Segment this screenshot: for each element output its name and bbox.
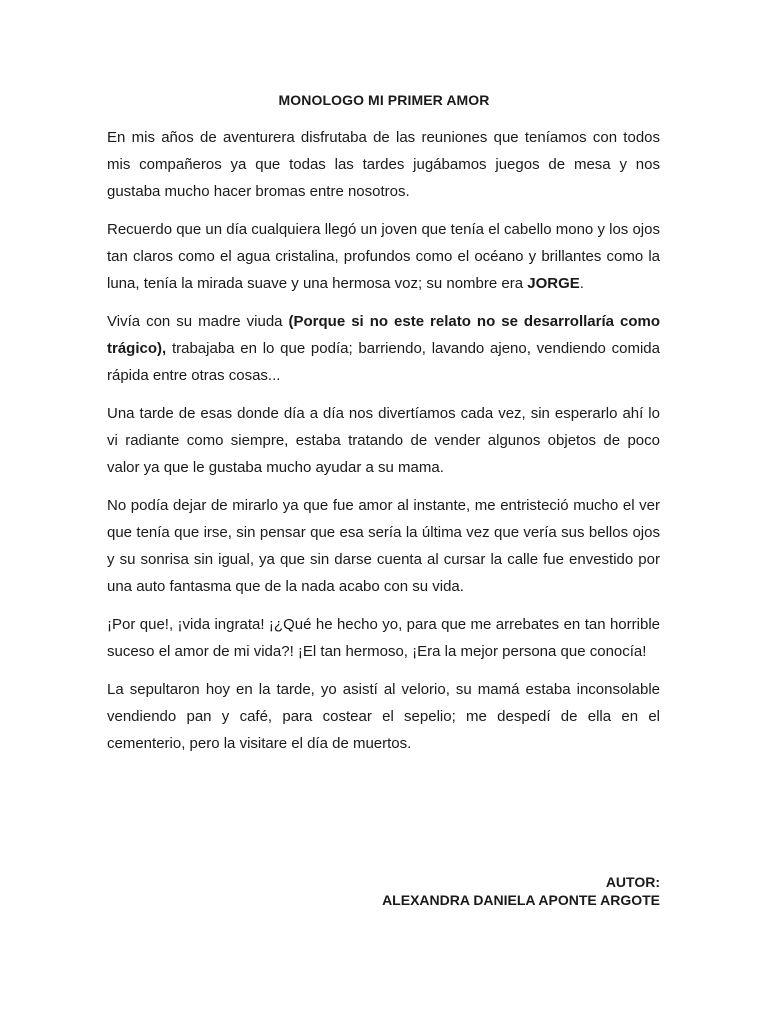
paragraph-bold-aside: (Porque si no este relato no se desarrollaría como trágico), bbox=[107, 313, 660, 357]
paragraph-4 bbox=[107, 400, 660, 481]
paragraph-3 bbox=[107, 308, 660, 389]
paragraph-text: En mis años de aventurera disfrutaba de las reuniones que teníamos con todos mis compañeros ya que todas las tardes jugábamos juegos de mesa y nos gustaba mucho hacer bromas entre nosotros. bbox=[107, 129, 660, 200]
paragraph-1 bbox=[107, 124, 660, 205]
paragraph-text: Recuerdo que un día cualquiera llegó un joven que tenía el cabello mono y los ojos tan claros como el agua cristalina, profundos como el océano y brillantes como la luna, tenía la mirada suave y una hermosa voz; su nombre era bbox=[107, 221, 660, 292]
paragraph-text: No podía dejar de mirarlo ya que fue amor al instante, me entristeció mucho el ver que tenía que irse, sin pensar que esa sería la última vez que vería sus bellos ojos y su sonrisa sin igual, ya que sin darse cuenta al cursar la calle fue envestido por una auto fantasma que de la nada acabo con su vida. bbox=[107, 497, 660, 595]
paragraph-7 bbox=[107, 676, 660, 757]
paragraph-text: Una tarde de esas donde día a día nos divertíamos cada vez, sin esperarlo ahí lo vi radiante como siempre, estaba tratando de vender algunos objetos de poco valor ya que le gustaba mucho ayudar a su mama. bbox=[107, 405, 660, 476]
paragraph-bold-name: JORGE bbox=[527, 275, 580, 292]
document-body bbox=[107, 124, 660, 768]
paragraph-text: Vivía con su madre viuda bbox=[107, 313, 289, 330]
author-signature bbox=[382, 873, 660, 909]
paragraph-text: ¡Por que!, ¡vida ingrata! ¡¿Qué he hecho yo, para que me arrebates en tan horrible suceso el amor de mi vida?! ¡El tan hermoso, ¡Era la mejor persona que conocía! bbox=[107, 616, 660, 660]
paragraph-5 bbox=[107, 492, 660, 600]
paragraph-text-end: . bbox=[579, 275, 584, 292]
paragraph-text-end: trabajaba en lo que podía; barriendo, lavando ajeno, vendiendo comida rápida entre otras cosas... bbox=[107, 340, 660, 384]
paragraph-6 bbox=[107, 611, 660, 665]
author-name: ALEXANDRA DANIELA APONTE ARGOTE bbox=[382, 892, 660, 908]
paragraph-text: La sepultaron hoy en la tarde, yo asistí al velorio, su mamá estaba inconsolable vendiendo pan y café, para costear el sepelio; me despedí de ella en el cementerio, pero la visitare el día de muertos. bbox=[107, 681, 660, 752]
author-label: AUTOR: bbox=[605, 874, 660, 890]
document-title: MONOLOGO MI PRIMER AMOR bbox=[278, 92, 490, 108]
paragraph-2 bbox=[107, 216, 660, 297]
